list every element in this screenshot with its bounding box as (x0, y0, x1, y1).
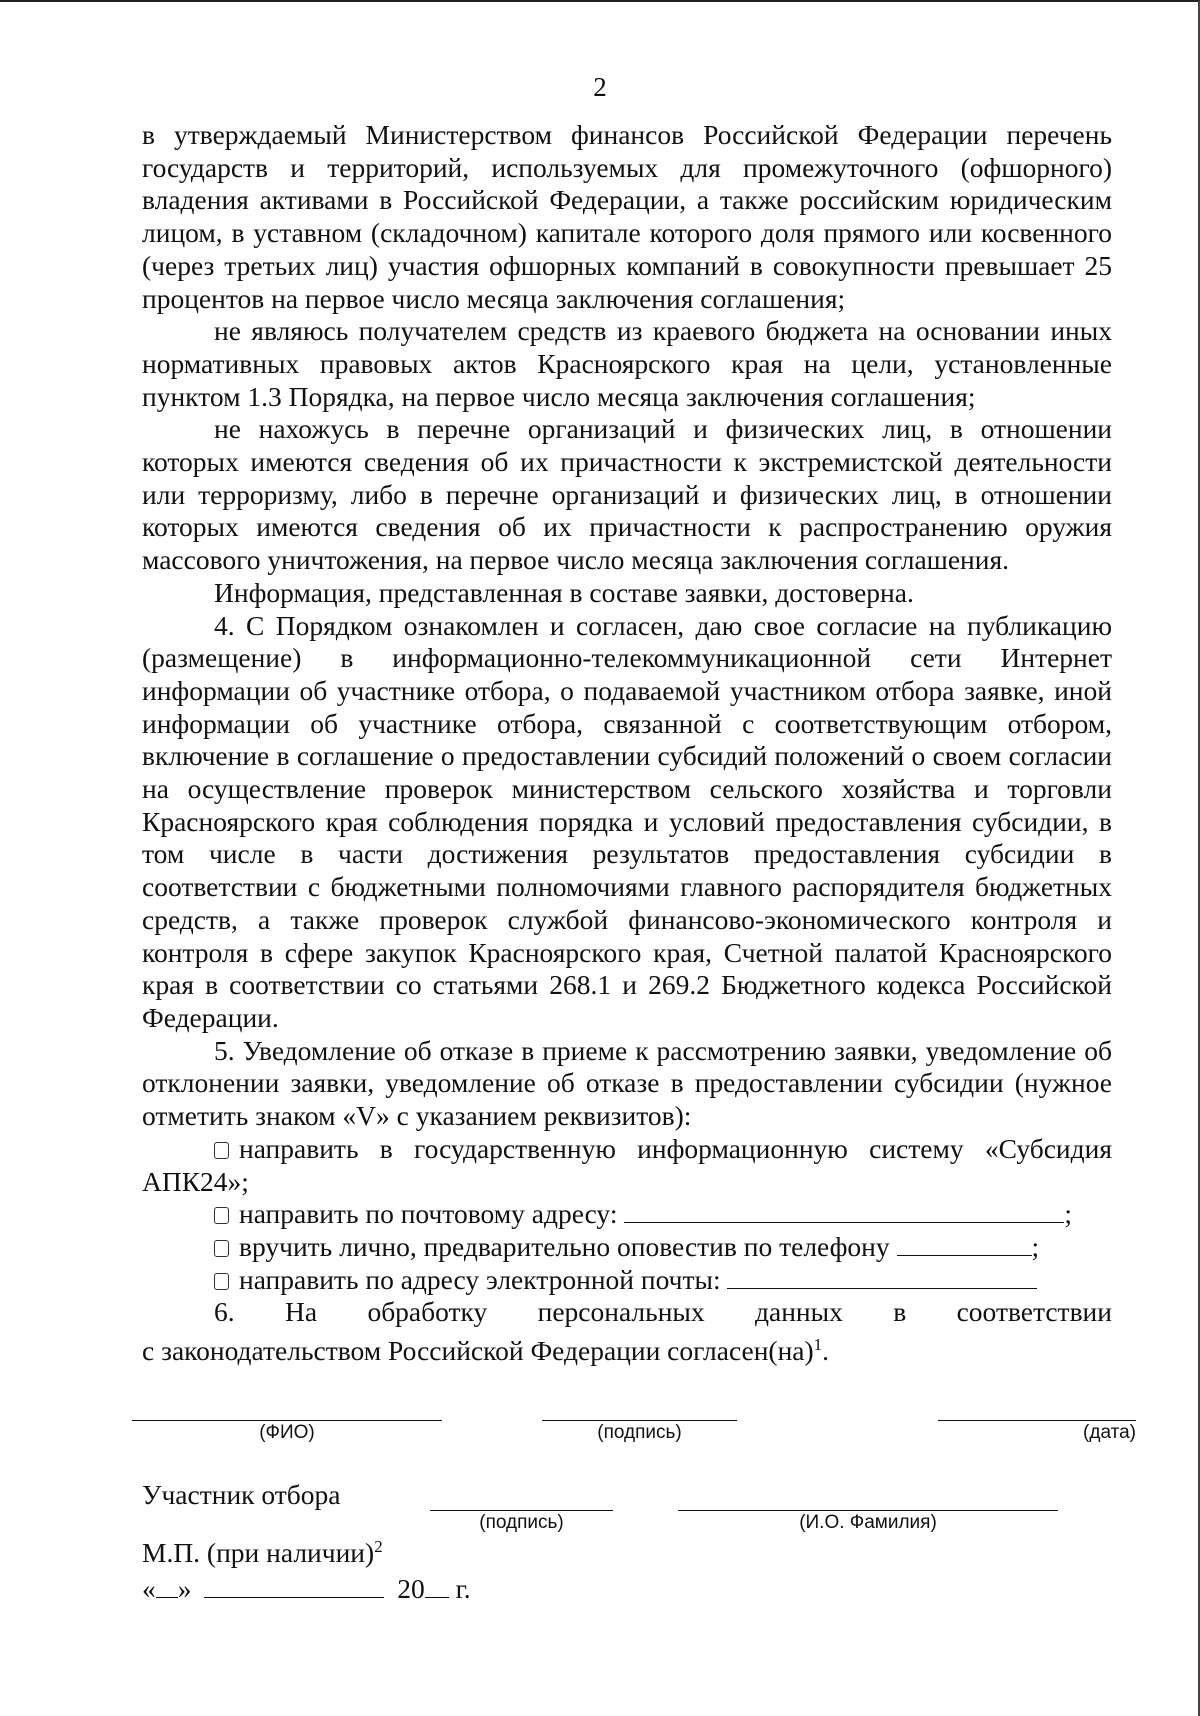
checkbox-icon[interactable] (214, 1240, 229, 1257)
option-email[interactable] (142, 1264, 1112, 1297)
day-field[interactable] (156, 1573, 178, 1598)
stamp-label-text: М.П. (при наличии) (142, 1537, 375, 1569)
fio-caption: (ФИО) (259, 1422, 315, 1443)
document-body (142, 119, 1112, 1368)
year-suffix: г. (455, 1573, 471, 1604)
date-quote-open: « (142, 1573, 156, 1604)
paragraph-not-recipient: не являюсь получателем средств из краевого бюджета на основании иных нормативных правовых актов Красноярского края на цели, установленные пунктом 1.3 Порядка, на первое число месяца заключения соглашения; (142, 315, 1112, 412)
signature-caption: (подпись) (597, 1422, 682, 1443)
date-quote-close: » (177, 1573, 192, 1604)
phone-field[interactable] (897, 1231, 1032, 1256)
participant-signature-caption: (подпись) (479, 1512, 564, 1533)
consent-text (142, 1329, 1112, 1368)
footnote-ref-2: 2 (374, 1537, 383, 1556)
paragraph-offshore: в утверждаемый Министерством финансов Российской Федерации перечень государств и территорий, используемых для промежуточного (офшорного) владения активами в Российской Федерации, а также российским юридическим лицом, в уставном (складочном) капитале которого доля прямого или косвенного (через третьих лиц) участия офшорных компаний в совокупности превышает 25 процентов на первое число месяца заключения соглашения; (142, 119, 1112, 314)
option-post-label: направить по почтовому адресу: (239, 1198, 618, 1230)
consent-end: . (822, 1335, 830, 1367)
date-line[interactable] (938, 1420, 1136, 1421)
paragraph-item-4: 4. С Порядком ознакомлен и согласен, даю свое согласие на публикацию (размещение) в информационно-телекоммуникационной сети Интернет информации об участнике отбора, о подаваемой участником отбора заявке, иной информации об участнике отбора, связанной с соответствующим отбором, включение в соглашение о предоставлении субсидий положений о своем согласии на осуществление проверок министерством сельского хозяйства и торговли Красноярского края соблюдения порядка и условий предоставления субсидии, в том числе в части достижения результатов предоставления субсидии в соответствии с бюджетными полномочиями главного распорядителя бюджетных средств, а также проверок службой финансово-экономического контроля и контроля в сфере закупок Красноярского края, Счетной палатой Красноярского края в соответствии со статьями 268.1 и 269.2 Бюджетного кодекса Российской Федерации. (142, 609, 1112, 1033)
consent-text-body: с законодательством Российской Федерации согласен(на) (142, 1335, 814, 1367)
paragraph-info-reliable: Информация, представленная в составе заявки, достоверна. (214, 576, 914, 608)
email-field[interactable] (727, 1264, 1037, 1289)
option-phone[interactable] (142, 1231, 1112, 1264)
date-caption: (дата) (1083, 1422, 1136, 1443)
option-post-end: ; (1064, 1198, 1072, 1230)
checkbox-icon[interactable] (214, 1142, 229, 1159)
year-prefix: 20 (397, 1573, 425, 1604)
participant-name-line[interactable] (678, 1510, 1058, 1511)
stamp-label (142, 1537, 383, 1569)
option-post[interactable] (142, 1198, 1112, 1231)
checkbox-icon[interactable] (214, 1273, 229, 1290)
option-gis[interactable] (142, 1133, 1112, 1198)
date-row (142, 1573, 471, 1605)
option-phone-end: ; (1031, 1230, 1040, 1262)
paragraph-item-5: 5. Уведомление об отказе в приеме к рассмотрению заявки, уведомление об отклонении заявки, уведомление об отказе в предоставлении субсидии (нужное отметить знаком «V» с указанием реквизитов): (142, 1034, 1112, 1132)
post-address-field[interactable] (624, 1198, 1064, 1223)
participant-name-caption: (И.О. Фамилия) (799, 1512, 937, 1533)
month-field[interactable] (204, 1573, 384, 1598)
option-phone-label: вручить лично, предварительно оповестив по телефону (239, 1230, 890, 1262)
checkbox-icon[interactable] (214, 1207, 229, 1224)
option-gis-label: направить в государственную информационную систему «Субсидия АПК24»; (142, 1132, 1112, 1197)
consent-lead: 6. На обработку персональных данных в соответствии (214, 1296, 1112, 1328)
year-field[interactable] (425, 1573, 449, 1598)
footnote-ref-1: 1 (813, 1335, 823, 1355)
participant-signature-line[interactable] (430, 1510, 613, 1511)
page-number: 2 (593, 72, 607, 102)
signature-line[interactable] (542, 1420, 737, 1421)
paragraph-not-in-list: не нахожусь в перечне организаций и физических лиц, в отношении которых имеются сведения об их причастности к экстремистской деятельности или терроризму, либо в перечне организаций и физических лиц, в отношении которых имеются сведения об их причастности к распространению оружия массового уничтожения, на первое число месяца заключения соглашения. (142, 413, 1112, 576)
participant-label: Участник отбора (142, 1479, 341, 1510)
option-email-label: направить по адресу электронной почты: (239, 1263, 721, 1295)
fio-line[interactable] (132, 1420, 442, 1421)
